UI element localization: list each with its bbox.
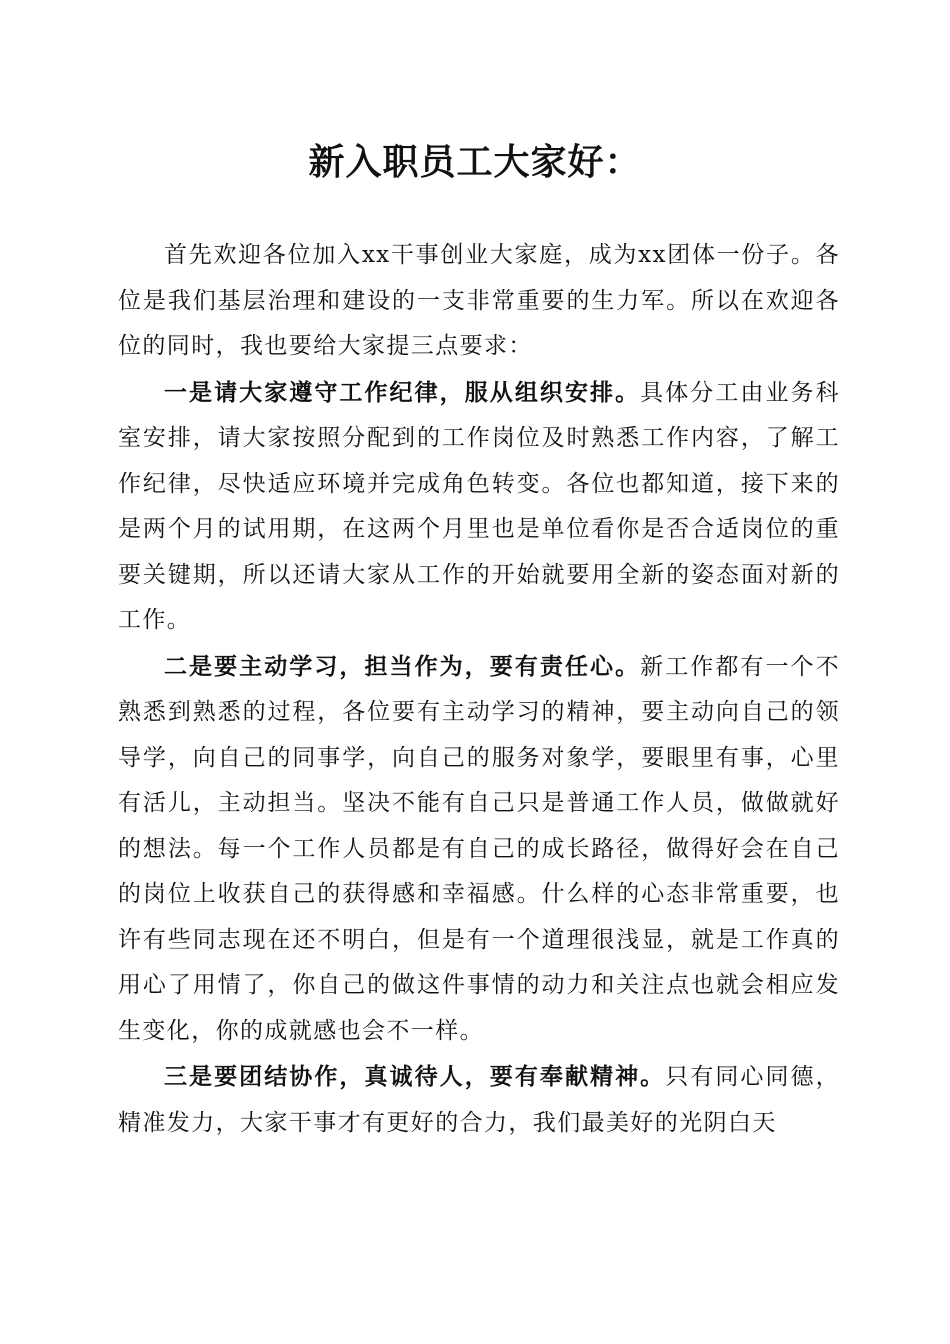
paragraph-lead: 二是要主动学习，担当作为，要有责任心。: [164, 652, 641, 680]
requirement-paragraph-3: [118, 1054, 840, 1146]
paragraph-text: 只有同心同德，精准发力，大家干事才有更好的合力，我们最美好的光阴白天: [118, 1064, 841, 1136]
intro-paragraph: [118, 232, 840, 370]
requirement-paragraph-2: [118, 644, 840, 1055]
document-title: 新入职员工大家好：: [308, 141, 642, 183]
paragraph-text: 具体分工由业务科室安排，请大家按照分配到的工作岗位及时熟悉工作内容，了解工作纪律，尽快适应环境并完成角色转变。各位也都知道，接下来的是两个月的试用期，在这两个月里也是单位看你是否合适岗位的重要关键期，所以还请大家从工作的开始就要用全新的姿态面对新的工作。: [118, 379, 840, 633]
paragraph-text: 新工作都有一个不熟悉到熟悉的过程，各位要有主动学习的精神，要主动向自己的领导学，向自己的同事学，向自己的服务对象学，要眼里有事，心里有活儿，主动担当。坚决不能有自己只是普通工作人员，做做就好的想法。每一个工作人员都是有自己的成长路径，做得好会在自己的岗位上收获自己的获得感和幸福感。什么样的心态非常重要，也许有些同志现在还不明白，但是有一个道理很浅显，就是工作真的用心了用情了，你自己的做这件事情的动力和关注点也就会相应发生变化，你的成就感也会不一样。: [118, 653, 840, 1044]
document-body: [118, 232, 840, 1146]
paragraph-text: 首先欢迎各位加入xx干事创业大家庭，成为xx团体一份子。各位是我们基层治理和建设的一支非常重要的生力军。所以在欢迎各位的同时，我也要给大家提三点要求：: [118, 242, 840, 359]
paragraph-lead: 一是请大家遵守工作纪律，服从组织安排。: [164, 378, 641, 406]
requirement-paragraph-1: [118, 370, 840, 644]
paragraph-lead: 三是要团结协作，真诚待人，要有奉献精神。: [164, 1063, 666, 1090]
